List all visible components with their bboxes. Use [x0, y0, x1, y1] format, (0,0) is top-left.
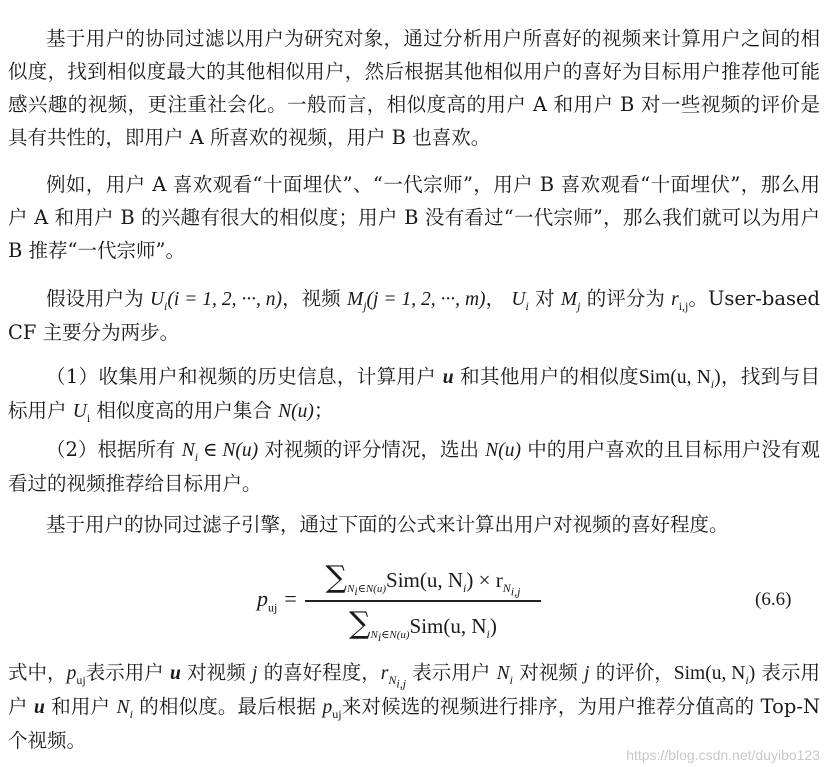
formula-lhs: $p_{uj}$ = — [257, 586, 297, 615]
paragraph-explanation: 式中，$p_{uj}$表示用户 u 对视频 j 的喜好程度，$r_{N_{i,j}}$ 表示用户 $N_i$ 对视频 j 的评价，Sim(u, $N_i$) 表示用户 u 和用户 $N_i$ 的相似度。最后根据 $p_{uj}$来对候选的视频进行排序，为用户推荐分值高的 Top-N 个视频。 — [8, 661, 821, 752]
watermark: https://blog.csdn.net/duyibo123 — [626, 747, 820, 763]
paragraph-intro: 基于用户的协同过滤以用户为研究对象，通过分析用户所喜好的视频来计算用户之间的相似度，找到相似度最大的其他相似用户，然后根据其他相似用户的喜好为目标用户推荐他可能感兴趣的视频，更注重社会化。一般而言，相似度高的用户 A 和用户 B 对一些视频的评价是具有共性的，即用户 A 所喜欢的视频，用户 B 也喜欢。 — [8, 27, 820, 149]
formula-fraction — [305, 558, 541, 644]
paragraph-step-1: （1）收集用户和视频的历史信息，计算用户 u 和其他用户的相似度Sim(u, $N_i$)，找到与目标用户 $U_i$ 相似度高的用户集合 N(u)； — [8, 365, 820, 425]
equation-number: (6.6) — [755, 589, 792, 610]
paragraph-assumption: 假设用户为 $U_i(i = 1$, 2, ···, n)，视频 $M_j(j = 1$, 2, ···, m)， $U_i$ 对 $M_j$ 的评分为 $r_{i,j}$。User-based CF 主要分为两步。 — [8, 287, 821, 344]
fraction-bar — [305, 600, 541, 602]
paragraph-example: 例如，用户 A 喜欢观看“十面埋伏”、“一代宗师”，用户 B 喜欢观看“十面埋伏”，那么用户 A 和用户 B 的兴趣有很大的相似度；用户 B 没有看过“一代宗师”，那么我们就可以为用户 B 推荐“一代宗师”。 — [8, 173, 820, 262]
formula-6-6 — [0, 558, 830, 644]
paragraph-step-2: （2）根据所有 $N_i$ ∈ N(u) 对视频的评分情况，选出 N(u) 中的用户喜欢的且目标用户没有观看过的视频推荐给目标用户。 — [8, 438, 820, 495]
formula-numerator: $\sum_{N_i\in N(u)}Sim(u$, $N_i) \times r_{N_{i,j}}$ — [325, 560, 521, 599]
paragraph-formula-intro: 基于用户的协同过滤子引擎，通过下面的公式来计算出用户对视频的喜好程度。 — [46, 513, 729, 536]
formula-denominator: $\sum_{N_i\in N(u)}Sim(u$, $N_i$) — [349, 605, 497, 644]
